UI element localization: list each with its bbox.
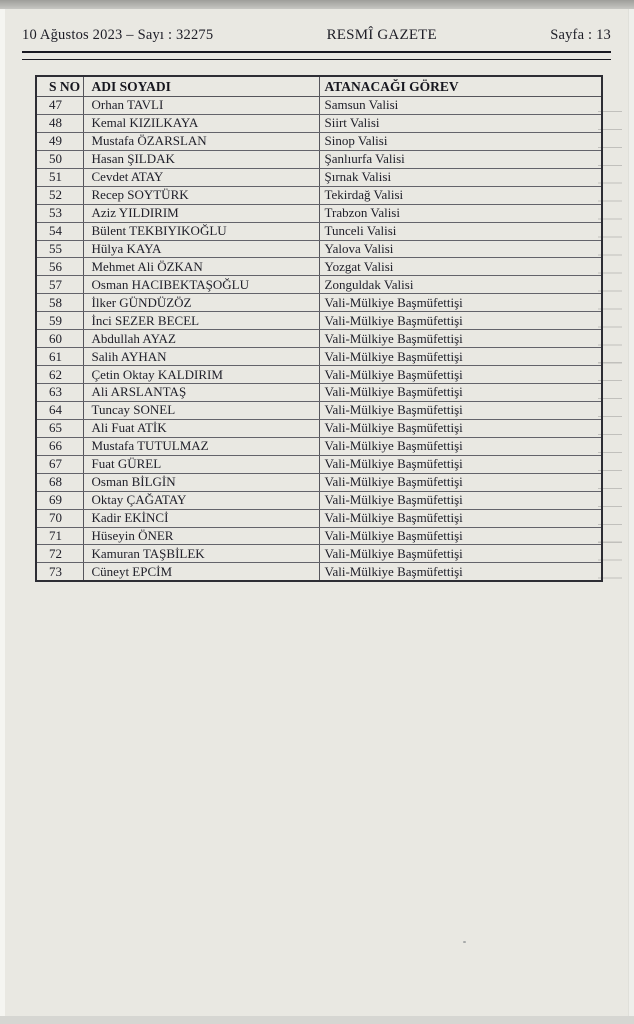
role-cell: Vali-Mülkiye Başmüfettişi (319, 509, 602, 527)
name-cell: Hasan ŞILDAK (83, 150, 319, 168)
name-cell: Kamuran TAŞBİLEK (83, 545, 319, 563)
row-number-cell: 65 (36, 419, 83, 437)
name-cell: Ali ARSLANTAŞ (83, 384, 319, 402)
table-row (36, 150, 602, 168)
role-cell: Vali-Mülkiye Başmüfettişi (319, 312, 602, 330)
name-cell: Aziz YILDIRIM (83, 204, 319, 222)
table-row (36, 97, 602, 115)
row-number-cell: 68 (36, 473, 83, 491)
name-cell: Abdullah AYAZ (83, 330, 319, 348)
role-cell: Samsun Valisi (319, 97, 602, 115)
row-number-cell: 53 (36, 204, 83, 222)
role-cell: Şırnak Valisi (319, 168, 602, 186)
name-cell: Fuat GÜREL (83, 455, 319, 473)
table-row (36, 258, 602, 276)
name-cell: Orhan TAVLI (83, 97, 319, 115)
table-row (36, 204, 602, 222)
row-number-cell: 47 (36, 97, 83, 115)
row-number-cell: 60 (36, 330, 83, 348)
row-number-cell: 73 (36, 563, 83, 581)
row-number-cell: 58 (36, 294, 83, 312)
role-cell: Tunceli Valisi (319, 222, 602, 240)
table-row (36, 186, 602, 204)
role-cell: Vali-Mülkiye Başmüfettişi (319, 384, 602, 402)
col-header-adi-soyadi: ADI SOYADI (83, 76, 319, 97)
appointments-table (35, 75, 603, 582)
header-date-issue: 10 Ağustos 2023 – Sayı : 32275 (22, 27, 214, 43)
role-cell: Yozgat Valisi (319, 258, 602, 276)
name-cell: Cüneyt EPCİM (83, 563, 319, 581)
role-cell: Vali-Mülkiye Başmüfettişi (319, 366, 602, 384)
scan-edge-right (628, 9, 634, 1016)
name-cell: Bülent TEKBIYIKOĞLU (83, 222, 319, 240)
header-double-rule (22, 51, 611, 60)
role-cell: Vali-Mülkiye Başmüfettişi (319, 437, 602, 455)
scan-edge-top (0, 0, 634, 9)
table-row (36, 312, 602, 330)
table-row (36, 168, 602, 186)
page-header (22, 27, 611, 44)
role-cell: Vali-Mülkiye Başmüfettişi (319, 545, 602, 563)
role-cell: Vali-Mülkiye Başmüfettişi (319, 401, 602, 419)
name-cell: Hüseyin ÖNER (83, 527, 319, 545)
role-cell: Tekirdağ Valisi (319, 186, 602, 204)
row-number-cell: 55 (36, 240, 83, 258)
name-cell: Çetin Oktay KALDIRIM (83, 366, 319, 384)
table-row (36, 545, 602, 563)
row-number-cell: 69 (36, 491, 83, 509)
table-row (36, 348, 602, 366)
scan-speck (463, 941, 466, 943)
table-row (36, 491, 602, 509)
name-cell: İnci SEZER BECEL (83, 312, 319, 330)
col-header-s-no: S NO (36, 76, 83, 97)
row-number-cell: 66 (36, 437, 83, 455)
row-number-cell: 72 (36, 545, 83, 563)
role-cell: Vali-Mülkiye Başmüfettişi (319, 491, 602, 509)
table-row (36, 527, 602, 545)
role-cell: Vali-Mülkiye Başmüfettişi (319, 527, 602, 545)
table-row (36, 509, 602, 527)
role-cell: Zonguldak Valisi (319, 276, 602, 294)
name-cell: Kemal KIZILKAYA (83, 114, 319, 132)
scan-edge-left (0, 9, 5, 1016)
table-row (36, 455, 602, 473)
row-number-cell: 70 (36, 509, 83, 527)
role-cell: Vali-Mülkiye Başmüfettişi (319, 455, 602, 473)
role-cell: Yalova Valisi (319, 240, 602, 258)
name-cell: Osman BİLGİN (83, 473, 319, 491)
role-cell: Vali-Mülkiye Başmüfettişi (319, 419, 602, 437)
name-cell: Oktay ÇAĞATAY (83, 491, 319, 509)
row-number-cell: 59 (36, 312, 83, 330)
row-number-cell: 54 (36, 222, 83, 240)
row-number-cell: 57 (36, 276, 83, 294)
role-cell: Vali-Mülkiye Başmüfettişi (319, 473, 602, 491)
table-row (36, 437, 602, 455)
row-number-cell: 48 (36, 114, 83, 132)
row-number-cell: 61 (36, 348, 83, 366)
row-number-cell: 64 (36, 401, 83, 419)
name-cell: Kadir EKİNCİ (83, 509, 319, 527)
role-cell: Vali-Mülkiye Başmüfettişi (319, 330, 602, 348)
name-cell: Hülya KAYA (83, 240, 319, 258)
row-number-cell: 67 (36, 455, 83, 473)
row-number-cell: 56 (36, 258, 83, 276)
row-number-cell: 62 (36, 366, 83, 384)
role-cell: Vali-Mülkiye Başmüfettişi (319, 294, 602, 312)
name-cell: İlker GÜNDÜZÖZ (83, 294, 319, 312)
table-row (36, 563, 602, 581)
table-row (36, 419, 602, 437)
table-row (36, 276, 602, 294)
table-row (36, 330, 602, 348)
table-row (36, 473, 602, 491)
name-cell: Osman HACIBEKTAŞOĞLU (83, 276, 319, 294)
table-row (36, 240, 602, 258)
table-row (36, 384, 602, 402)
name-cell: Cevdet ATAY (83, 168, 319, 186)
name-cell: Recep SOYTÜRK (83, 186, 319, 204)
name-cell: Mehmet Ali ÖZKAN (83, 258, 319, 276)
row-number-cell: 50 (36, 150, 83, 168)
name-cell: Mustafa TUTULMAZ (83, 437, 319, 455)
table-row (36, 366, 602, 384)
col-header-atanacagi-gorev: ATANACAĞI GÖREV (319, 76, 602, 97)
name-cell: Mustafa ÖZARSLAN (83, 132, 319, 150)
header-gazette-title: RESMÎ GAZETE (326, 27, 437, 43)
name-cell: Ali Fuat ATİK (83, 419, 319, 437)
role-cell: Vali-Mülkiye Başmüfettişi (319, 348, 602, 366)
header-page-number: Sayfa : 13 (550, 27, 611, 43)
table-row (36, 222, 602, 240)
row-number-cell: 71 (36, 527, 83, 545)
row-number-cell: 51 (36, 168, 83, 186)
table-body (36, 97, 602, 582)
role-cell: Şanlıurfa Valisi (319, 150, 602, 168)
table-row (36, 294, 602, 312)
role-cell: Siirt Valisi (319, 114, 602, 132)
row-number-cell: 49 (36, 132, 83, 150)
name-cell: Salih AYHAN (83, 348, 319, 366)
table-header-row (36, 76, 602, 97)
table-row (36, 132, 602, 150)
table-row (36, 114, 602, 132)
name-cell: Tuncay SONEL (83, 401, 319, 419)
table-row (36, 401, 602, 419)
row-number-cell: 52 (36, 186, 83, 204)
role-cell: Vali-Mülkiye Başmüfettişi (319, 563, 602, 581)
role-cell: Sinop Valisi (319, 132, 602, 150)
role-cell: Trabzon Valisi (319, 204, 602, 222)
row-number-cell: 63 (36, 384, 83, 402)
scan-edge-bottom (0, 1016, 634, 1024)
